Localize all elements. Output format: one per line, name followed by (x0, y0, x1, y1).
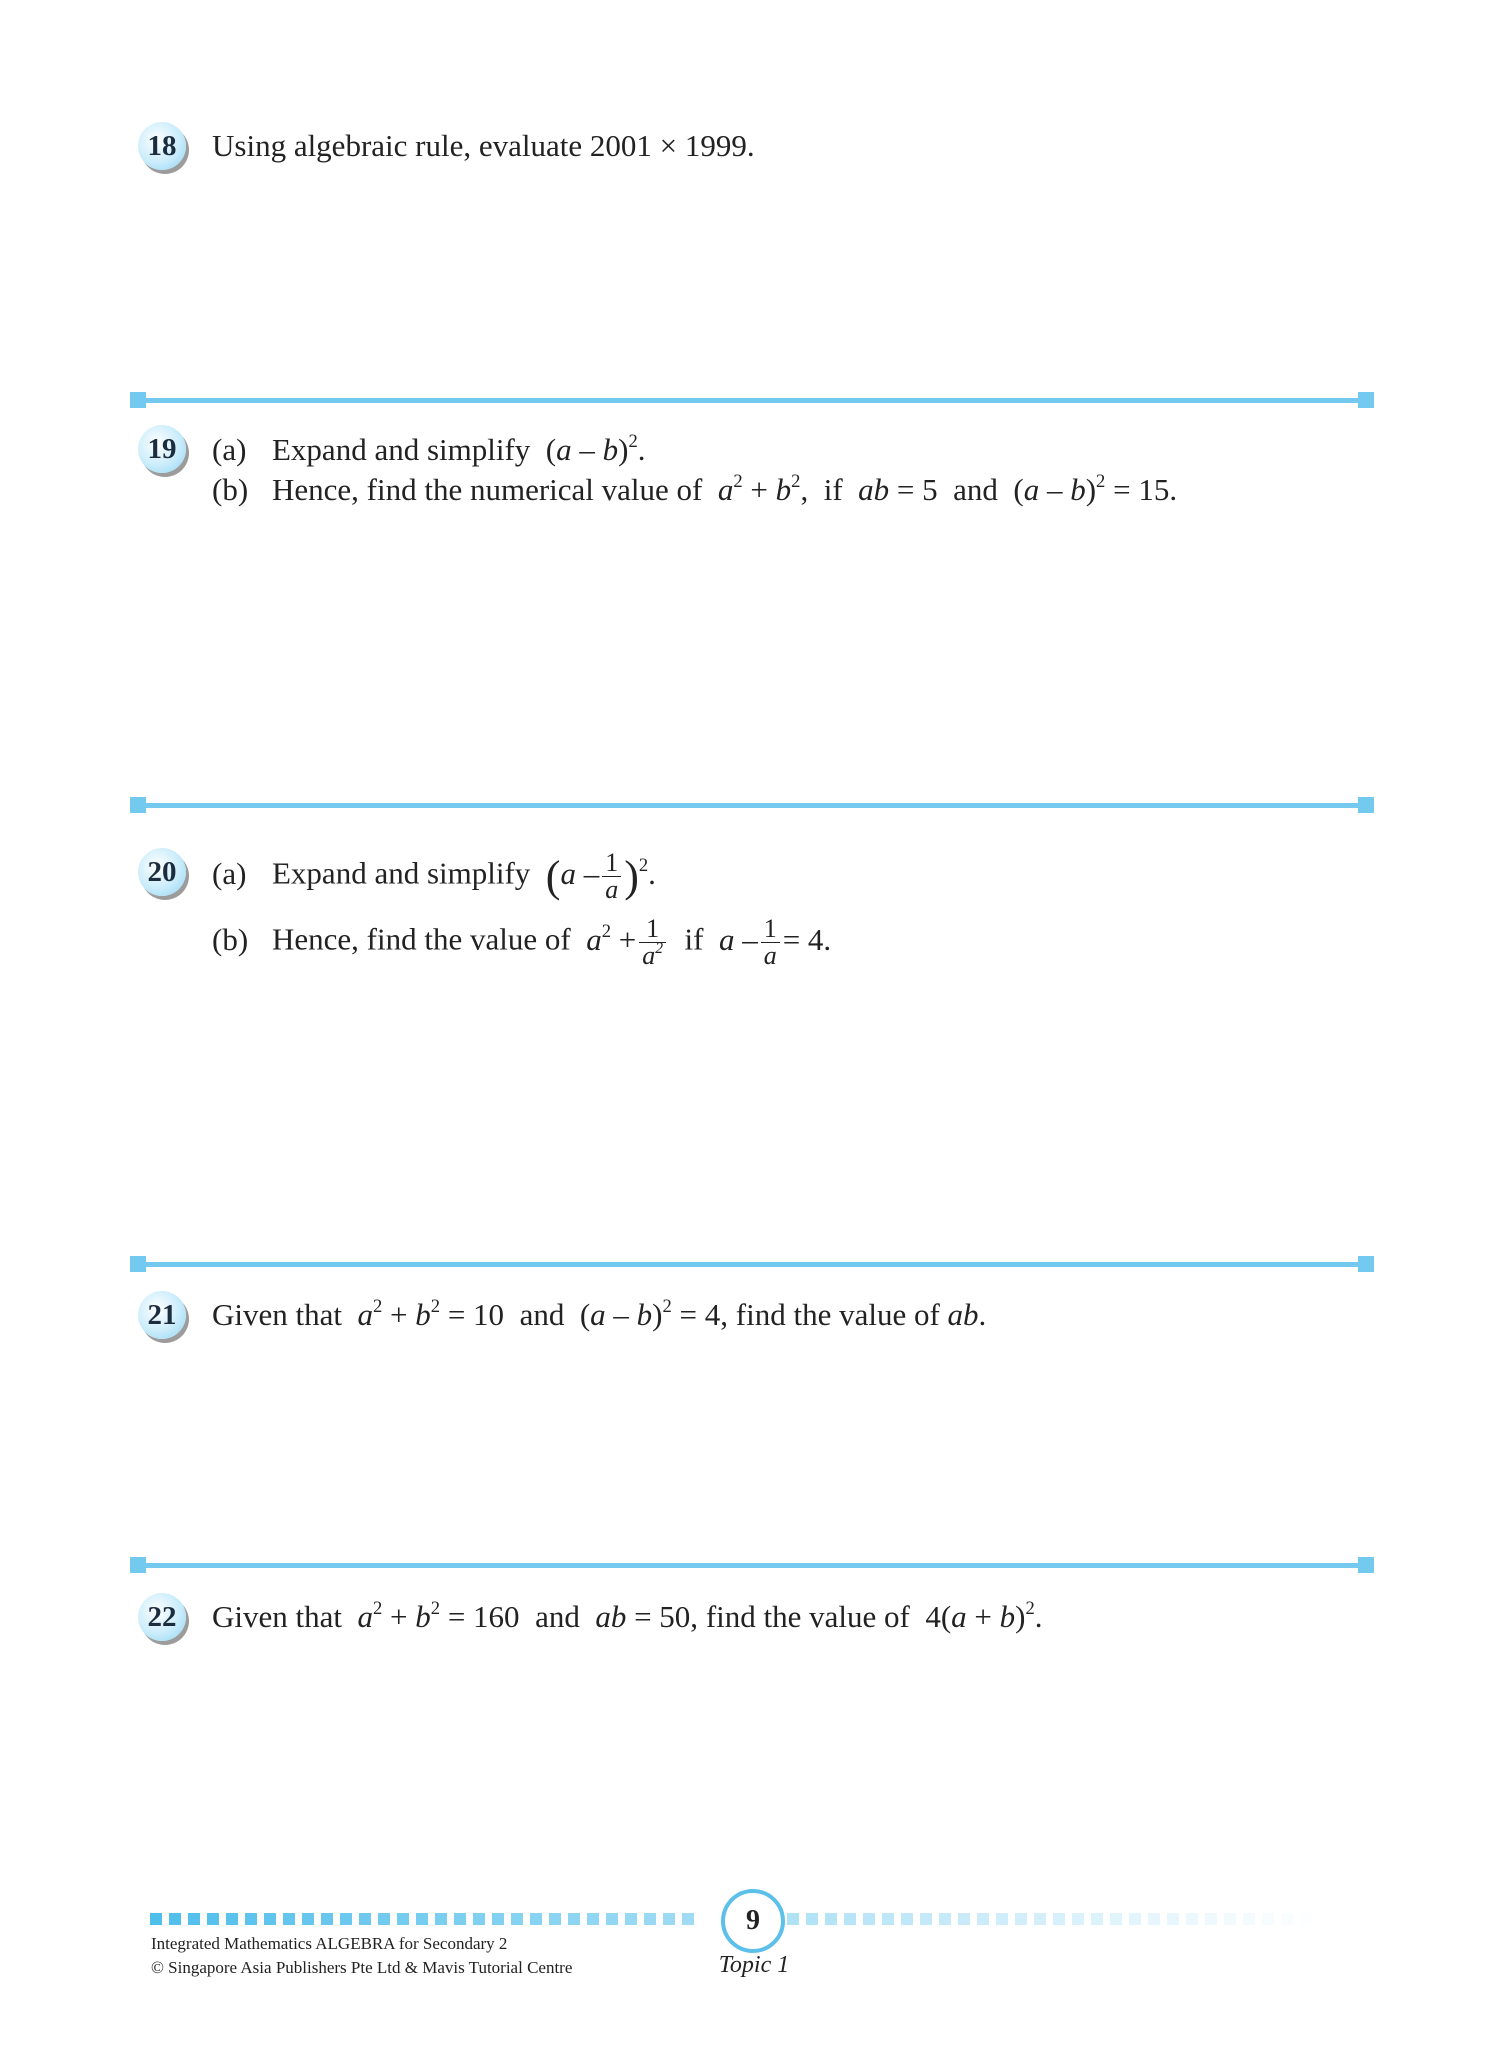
footer-dot (1262, 1913, 1274, 1925)
footer-dot (530, 1913, 542, 1925)
question-text: Using algebraic rule, evaluate 2001 × 1999. (212, 128, 755, 163)
footer-dot (587, 1913, 599, 1925)
topic-label: Topic 1 (718, 1952, 790, 1978)
footer-dot (245, 1913, 257, 1925)
footer-dot (920, 1913, 932, 1925)
part-b (212, 470, 1177, 510)
part-label: (b) (212, 921, 249, 957)
footer-dots-left (150, 1913, 694, 1925)
footer-dot (787, 1913, 799, 1925)
part-b (212, 916, 831, 969)
footer-dot (1091, 1913, 1103, 1925)
section-divider (134, 398, 1370, 403)
math-expression: ab = 50, (595, 1599, 699, 1634)
footer-dot (625, 1913, 637, 1925)
part-text: Hence, find the numerical value of (272, 472, 703, 507)
footer-dot (473, 1913, 485, 1925)
section-divider (134, 1563, 1370, 1568)
part-label: (a) (212, 432, 247, 467)
footer-dot (1243, 1913, 1255, 1925)
footer-dot (188, 1913, 200, 1925)
footer-dot (958, 1913, 970, 1925)
footer-dot (283, 1913, 295, 1925)
math-expression: ab. (947, 1297, 987, 1332)
math-expression: (a – $\frac{1}{a}$ )$^2$. (545, 848, 656, 904)
question-number-badge: 21 (138, 1291, 186, 1339)
footer-dot (606, 1913, 618, 1925)
footer-dot (1224, 1913, 1236, 1925)
footer-dot (150, 1913, 162, 1925)
footer-dot (378, 1913, 390, 1925)
text-fragment: and (535, 1599, 580, 1634)
footer-dot (1148, 1913, 1160, 1925)
footer-dot (1281, 1913, 1293, 1925)
footer-dot (663, 1913, 675, 1925)
footer-dot (1110, 1913, 1122, 1925)
footer-dot (359, 1913, 371, 1925)
question-text (212, 1597, 1043, 1637)
math-expression: (a – b)$^2$. (538, 430, 646, 467)
footer-dot (416, 1913, 428, 1925)
footer-dot (863, 1913, 875, 1925)
footer-dot (939, 1913, 951, 1925)
question-number-badge: 22 (138, 1593, 186, 1641)
footer-dot (1015, 1913, 1027, 1925)
footer-dot (397, 1913, 409, 1925)
part-text: Expand and simplify (272, 432, 531, 467)
part-a (212, 430, 646, 470)
footer-dot (435, 1913, 447, 1925)
part-a (212, 850, 656, 903)
footer-dot (825, 1913, 837, 1925)
footer-dot (1300, 1913, 1312, 1925)
math-expression: (a – b)$^2$ = 15. (1005, 470, 1178, 507)
part-text: Expand and simplify (272, 855, 531, 891)
question-number-badge: 20 (138, 848, 186, 896)
math-expression: $a^2 + b^2 = 160$ (357, 1597, 528, 1634)
book-title: Integrated Mathematics ALGEBRA for Secondary 2 (151, 1934, 508, 1953)
footer-dot (806, 1913, 818, 1925)
footer-dot (1053, 1913, 1065, 1925)
math-expression: $a^2 + b^2$, (717, 470, 816, 507)
footer-dot (682, 1913, 694, 1925)
footer-dot (1129, 1913, 1141, 1925)
question-number-badge: 19 (138, 425, 186, 473)
math-expression: (a – b)$^2$ = 4, (572, 1295, 729, 1332)
math-expression: $a^2$ + $\frac{1}{a^2}$ (578, 922, 676, 957)
footer-dot (1319, 1913, 1331, 1925)
footer-dot (511, 1913, 523, 1925)
footer-dot (264, 1913, 276, 1925)
footer-dot (1167, 1913, 1179, 1925)
question-text (212, 1295, 986, 1335)
footer-dot (568, 1913, 580, 1925)
text-fragment: Given that (212, 1599, 342, 1634)
footer-dot (996, 1913, 1008, 1925)
footer-dot (1186, 1913, 1198, 1925)
part-label: (a) (212, 855, 247, 891)
connector-text: if (684, 921, 704, 957)
footer-dot (340, 1913, 352, 1925)
footer-dot (454, 1913, 466, 1925)
copyright: © Singapore Asia Publishers Pte Ltd & Mavis Tutorial Centre (151, 1958, 573, 1977)
footer-dot (1034, 1913, 1046, 1925)
footer-dot (1072, 1913, 1084, 1925)
part-text: Hence, find the value of (272, 921, 571, 957)
footer-dot (302, 1913, 314, 1925)
footer-dot (492, 1913, 504, 1925)
text-fragment: find the value of (705, 1599, 910, 1634)
footer-dot (644, 1913, 656, 1925)
footer-dot (549, 1913, 561, 1925)
footer-dot (321, 1913, 333, 1925)
footer-dot (207, 1913, 219, 1925)
math-expression: $a^2 + b^2 = 10$ (357, 1295, 512, 1332)
footer-dot (844, 1913, 856, 1925)
footer-dot (977, 1913, 989, 1925)
page-number: 9 (721, 1889, 785, 1953)
text-fragment: Given that (212, 1297, 342, 1332)
text-fragment: find the value of (735, 1297, 940, 1332)
footer-dot (1205, 1913, 1217, 1925)
math-expression: ab = 5 (858, 472, 946, 507)
connector-text: and (953, 472, 998, 507)
math-expression: $4(a + b)^2$. (917, 1597, 1043, 1634)
question-number-badge: 18 (138, 122, 186, 170)
section-divider (134, 803, 1370, 808)
part-label: (b) (212, 472, 249, 507)
footer-dot (901, 1913, 913, 1925)
footer-dot (169, 1913, 181, 1925)
footer-dot (882, 1913, 894, 1925)
text-fragment: and (519, 1297, 565, 1332)
footer-dot (226, 1913, 238, 1925)
math-expression: a – $\frac{1}{a}$ = 4. (718, 914, 832, 970)
section-divider (134, 1262, 1370, 1267)
footer-dots-right (787, 1913, 1331, 1925)
connector-text: if (823, 472, 843, 507)
